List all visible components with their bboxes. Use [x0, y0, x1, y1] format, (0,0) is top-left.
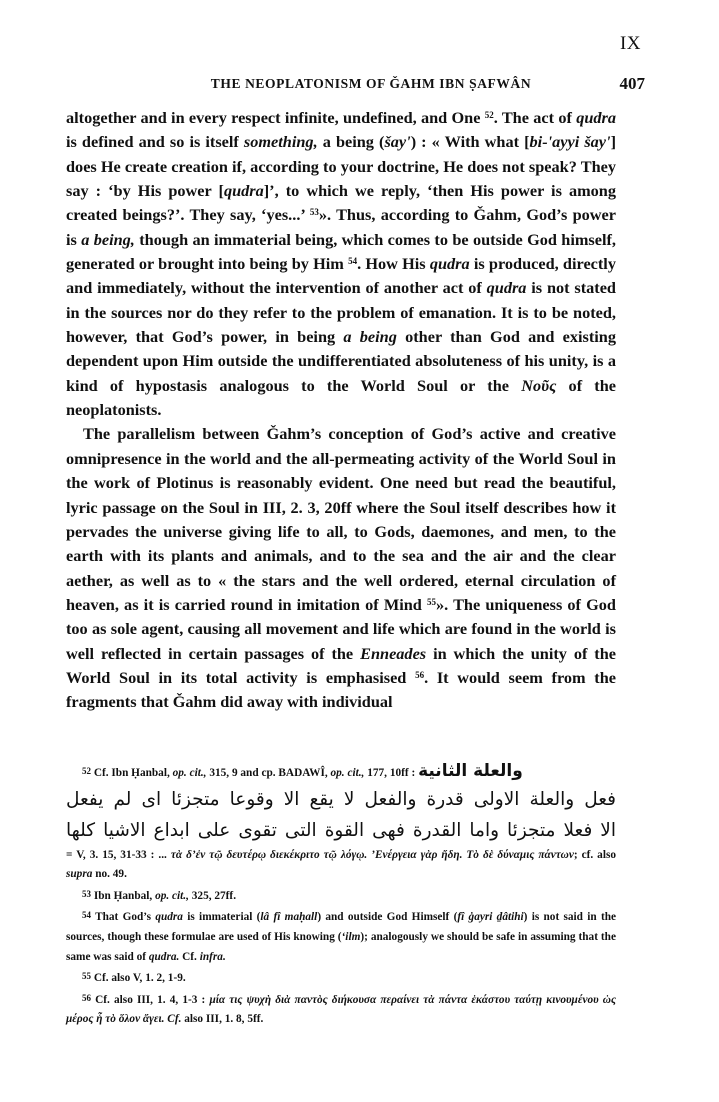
running-title: THE NEOPLATONISM OF ǦAHM IBN ṢAFWÂN	[210, 76, 532, 91]
plate-number: IX	[619, 33, 641, 54]
footnotes	[66, 762, 616, 1030]
main-text	[66, 106, 616, 715]
footnote-ref-55: 55	[427, 596, 436, 607]
footnote-ref-53: 53	[309, 207, 319, 218]
footnote-52: 52 Cf. Ibn Ḥanbal, op. cit., 315, 9 and cp. BADAWÎ, op. cit., 177, 10ff : والعلة الثانية	[82, 761, 523, 781]
footnote-52-continued: = V, 3. 15, 31-33 : ... τὰ δ’ἐν τῷ δευτέρῳ διεκέκριτο τῷ λόγῳ. ’Ενέργεια γὰρ ἤδη. Τὸ δὲ δύναμις πάντων; cf. also supra no. 49.	[66, 848, 617, 881]
greek-quote: τὰ δ’ἐν τῷ δευτέρῳ διεκέκριτο τῷ λόγῳ. ’Ενέργεια γὰρ ἤδη. Τὸ δὲ δύναμις πάντων	[170, 848, 574, 861]
footnote-53: 53 Ibn Ḥanbal, op. cit., 325, 27ff.	[82, 888, 237, 902]
page-number: 407	[619, 74, 645, 93]
footnote-ref-54: 54	[348, 256, 358, 267]
paragraph-2: The parallelism between Ǧahm’s conception of God’s active and creative omnipresence in the world and the all-permeating activity of the World Soul in the work of Plotinus is reasonably evident. One need but read the beautiful, lyric passage on the Soul in III, 2. 3, 20ff where the Soul itself describes how it pervades the universe giving life to all, to Gods, daemones, and men, to the earth with its plants and animals, and to the sea and the air and the clear aether, as well as to « the stars and the well ordered, eternal circulation of heaven, as it is carried round in imitation of Mind $^{55}$». The uniqueness of God too as sole agent, causing all movement and life which are found in the world is well reflected in certain passages of the Enneades in which the unity of the World Soul in its total activity is emphasised $^{56}$. It would seem from the fragments that Ǧahm did away with individual	[66, 424, 617, 712]
footnote-ref-56: 56	[415, 669, 425, 680]
arabic-quote-start: والعلة الثانية	[418, 761, 523, 781]
arabic-quote-line-1: فعل والعلة الاولى قدرة والفعل لا يقع الا وقوعا متجزئا اى لم يفعل	[66, 788, 616, 810]
arabic-quote-line-2: الا فعلا متجزئا واما القدرة فهى القوة التى تقوى على ابداع الاشيا كلها	[66, 819, 616, 841]
footnote-55: 55 Cf. also V, 1. 2, 1-9.	[82, 971, 186, 985]
greek-quote: μία τις ψυχὴ διὰ παντὸς διήκουσα περαίνει τὰ πάντα ἑκάστου ταύτῃ κινουμένου ὡς μέρος ἧ τὸ ὅλον ἄγει.	[66, 993, 616, 1026]
paragraph-1: altogether and in every respect infinite, undefined, and One $^{52}$. The act of qudra is defined and so is itself something, a being (šay') : « With what [bi-'ayyi šay'] does He create creation if, according to your doctrine, He does not speak? They say : ‘by His power [qudra]’, to which we reply, ‘then His power is among created beings?’. They say, ‘yes...’ $^{53}$». Thus, according to Ǧahm, God’s power is a being, though an immaterial being, which comes to be outside God himself, generated or brought into being by Him $^{54}$. How His qudra is produced, directly and immediately, without the intervention of another act of qudra is not stated in the sources nor do they refer to the problem of emanation. It is to be noted, however, that God’s power, in being a being other than God and existing dependent upon Him outside the undifferentiated absoluteness of his unity, is a kind of hypostasis analogous to the World Soul or the Νοῦς of the neoplatonists.	[66, 108, 617, 420]
footnote-ref-52: 52	[484, 110, 494, 120]
running-header	[67, 76, 645, 98]
footnote-54: 54 That God’s qudra is immaterial (lâ fî maḥall) and outside God Himself (fî ġayri ḏâtihi) is not said in the sources, though these formulae are used of His knowing (ʻilm); analogously we should be safe in assuming that the same was said of qudra. Cf. infra.	[66, 910, 617, 963]
footnote-56: 56 Cf. also III, 1. 4, 1-3 : μία τις ψυχὴ διὰ παντὸς διήκουσα περαίνει τὰ πάντα ἑκάστου ταύτῃ κινουμένου ὡς μέρος ἧ τὸ ὅλον ἄγει. Cf. also III, 1. 8, 5ff.	[66, 992, 616, 1026]
